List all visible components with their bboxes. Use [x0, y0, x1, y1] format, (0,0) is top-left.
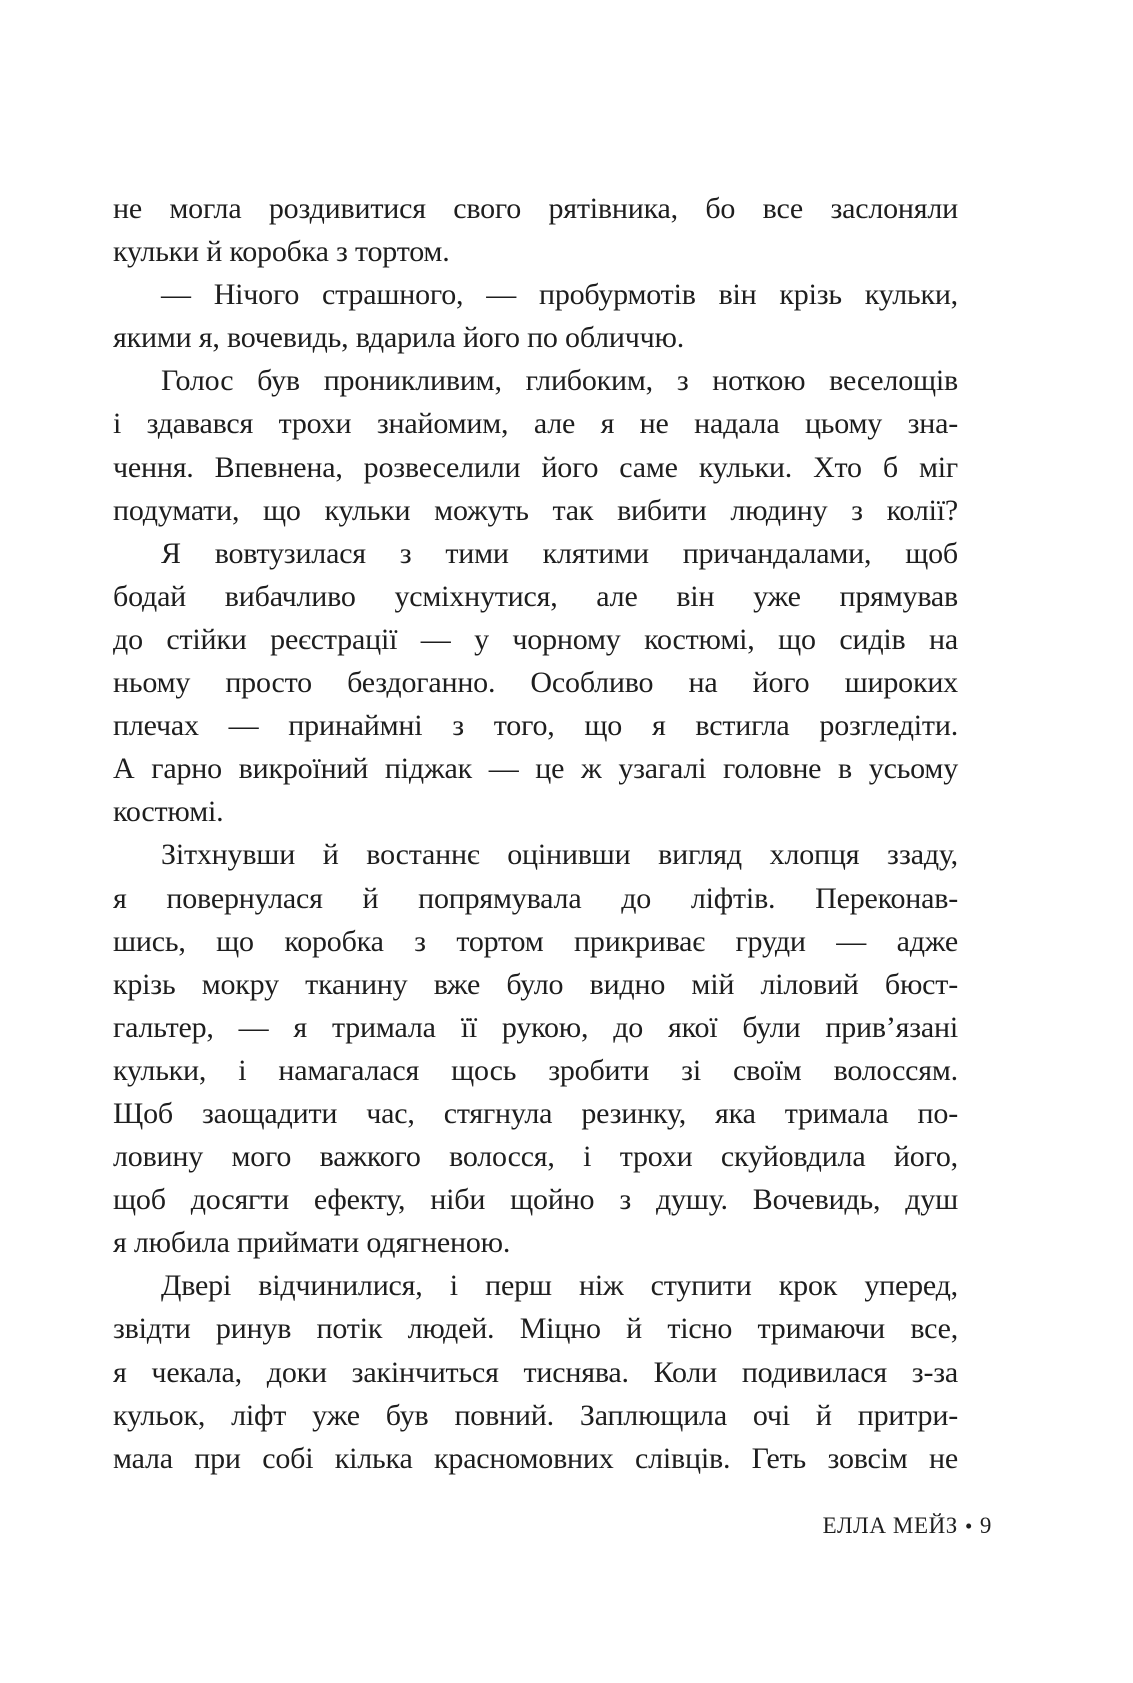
text-line: костюмі.: [113, 795, 224, 829]
text-line: гальтер, — я тримала її рукою, до якої були прив’язані: [113, 1010, 958, 1044]
footer-page-number: 9: [979, 1513, 992, 1538]
text-line: А гарно викроїний піджак — це ж узагалі головне в усьому: [113, 752, 958, 786]
text-line: Я вовтузилася з тими клятими причандалами, щоб: [161, 536, 958, 570]
text-line: якими я, вочевидь, вдарила його по обличчю.: [113, 321, 685, 355]
text-line: подумати, що кульки можуть так вибити людину з колії?: [113, 493, 958, 527]
text-line: Голос був проникливим, глибоким, з ноткою веселощів: [161, 364, 958, 398]
text-line: ловину мого важкого волосся, і трохи скуйовдила його,: [113, 1140, 958, 1174]
text-line: ньому просто бездоганно. Особливо на його широких: [113, 666, 958, 700]
text-line: і здавався трохи знайомим, але я не надала цьому зна-: [113, 407, 958, 441]
running-footer: [823, 1512, 992, 1540]
text-line: не могла роздивитися свого рятівника, бо все заслоняли: [113, 192, 958, 225]
text-line: я чекала, доки закінчиться тиснява. Коли подивилася з-за: [113, 1355, 958, 1389]
body-text-block: [113, 187, 958, 1480]
text-line: я повернулася й попрямувала до ліфтів. Переконав-: [113, 881, 958, 915]
text-line: до стійки реєстрації — у чорному костюмі, що сидів на: [113, 622, 958, 656]
text-line: мала при собі кілька красномовних слівців. Геть зовсім не: [113, 1441, 958, 1475]
text-line: Двері відчинилися, і перш ніж ступити крок уперед,: [161, 1269, 958, 1303]
footer-bullet-separator: •: [964, 1514, 973, 1538]
text-line: щоб досягти ефекту, ніби щойно з душу. Вочевидь, душ: [113, 1183, 958, 1217]
text-line: — Нічого страшного, — пробурмотів він крізь кульки,: [161, 278, 958, 312]
text-line: шись, що коробка з тортом прикриває груди — адже: [113, 924, 958, 958]
text-line: бодай вибачливо усміхнутися, але він уже прямував: [113, 579, 958, 613]
text-line: кульок, ліфт уже був повний. Заплющила очі й притри-: [113, 1398, 958, 1432]
text-line: звідти ринув потік людей. Міцно й тісно тримаючи все,: [113, 1312, 958, 1346]
text-line: плечах — принаймні з того, що я встигла розгледіти.: [113, 709, 958, 743]
text-line: крізь мокру тканину вже було видно мій ліловий бюст-: [113, 967, 958, 1001]
text-line: я любила приймати одягненою.: [113, 1226, 511, 1260]
text-line: Щоб заощадити час, стягнула резинку, яка тримала по-: [113, 1096, 958, 1130]
footer-author-name: ЕЛЛА МЕЙЗ: [822, 1513, 958, 1538]
text-line: чення. Впевнена, розвеселили його саме кульки. Хто б міг: [113, 450, 958, 484]
text-line: кульки й коробка з тортом.: [113, 235, 450, 269]
text-line: Зітхнувши й востаннє оцінивши вигляд хлопця ззаду,: [161, 838, 958, 872]
text-line: кульки, і намагалася щось зробити зі своїм волоссям.: [113, 1053, 958, 1087]
